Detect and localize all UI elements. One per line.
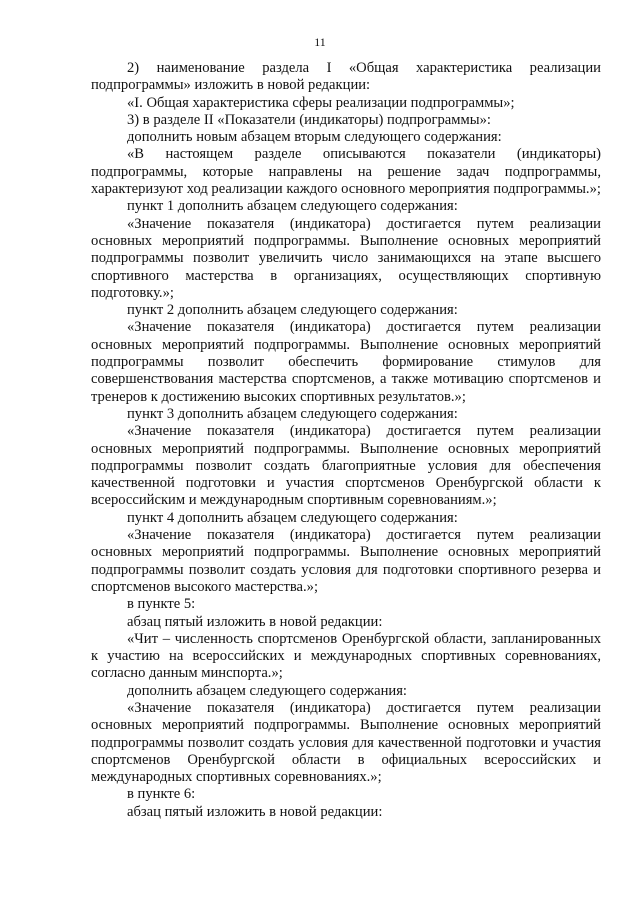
paragraph: «I. Общая характеристика сферы реализации подпрограммы»; (127, 94, 515, 111)
paragraph: «Значение показателя (индикатора) достигается путем реализации основных мероприятий подпрограммы. Выполнение основных мероприятий подпрограммы позволит увеличить число занимающихся на этапе высшего спортивного мастерства в организациях, осуществляющих спортивную подготовку.»; (91, 215, 601, 301)
document-body (91, 60, 601, 821)
paragraph: в пункте 6: (127, 786, 196, 803)
paragraph: пункт 3 дополнить абзацем следующего содержания: (127, 405, 458, 422)
paragraph: «Значение показателя (индикатора) достигается путем реализации основных мероприятий подпрограммы. Выполнение основных мероприятий подпрограммы позволит обеспечить формирование стимулов для совершенствования мастерства спортсменов, а также мотивацию спортсменов и тренеров к достижению высоких спортивных результатов.»; (91, 319, 601, 405)
paragraph: «Значение показателя (индикатора) достигается путем реализации основных мероприятий подпрограммы. Выполнение основных мероприятий подпрограммы позволит создать благоприятные условия для обеспечения качественной подготовки и участия спортсменов Оренбургской области к всероссийским и международным спортивным соревнованиям.»; (91, 423, 601, 509)
page-number: 11 (314, 35, 326, 49)
paragraph: пункт 4 дополнить абзацем следующего содержания: (127, 509, 458, 526)
paragraph: «Чит – численность спортсменов Оренбургской области, запланированных к участию на всероссийских и международных спортивных соревнованиях, согласно данным минспорта.»; (91, 630, 601, 682)
paragraph: «В настоящем разделе описываются показатели (индикаторы) подпрограммы, которые направлены на решение задач подпрограммы, характеризуют ход реализации каждого основного мероприятия подпрограммы.»; (91, 146, 601, 198)
paragraph: дополнить абзацем следующего содержания: (127, 682, 407, 699)
paragraph: абзац пятый изложить в новой редакции: (127, 803, 383, 820)
paragraph: 3) в разделе II «Показатели (индикаторы) подпрограммы»: (127, 111, 491, 128)
paragraph: «Значение показателя (индикатора) достигается путем реализации основных мероприятий подпрограммы. Выполнение основных мероприятий подпрограммы позволит создать условия для подготовки спортивного резерва и спортсменов высокого мастерства.»; (91, 527, 601, 595)
paragraph: пункт 2 дополнить абзацем следующего содержания: (127, 302, 458, 319)
paragraph: «Значение показателя (индикатора) достигается путем реализации основных мероприятий подпрограммы. Выполнение основных мероприятий подпрограммы позволит создать условия для качественной подготовки и участия спортсменов Оренбургской области в официальных всероссийских и международных спортивных соревнованиях.»; (91, 699, 601, 786)
paragraph: дополнить новым абзацем вторым следующего содержания: (127, 129, 502, 146)
paragraph: пункт 1 дополнить абзацем следующего содержания: (127, 198, 458, 215)
paragraph: абзац пятый изложить в новой редакции: (127, 613, 383, 630)
paragraph: 2) наименование раздела I «Общая характеристика реализации подпрограммы» изложить в новой редакции: (91, 60, 601, 94)
paragraph: в пункте 5: (127, 596, 196, 613)
